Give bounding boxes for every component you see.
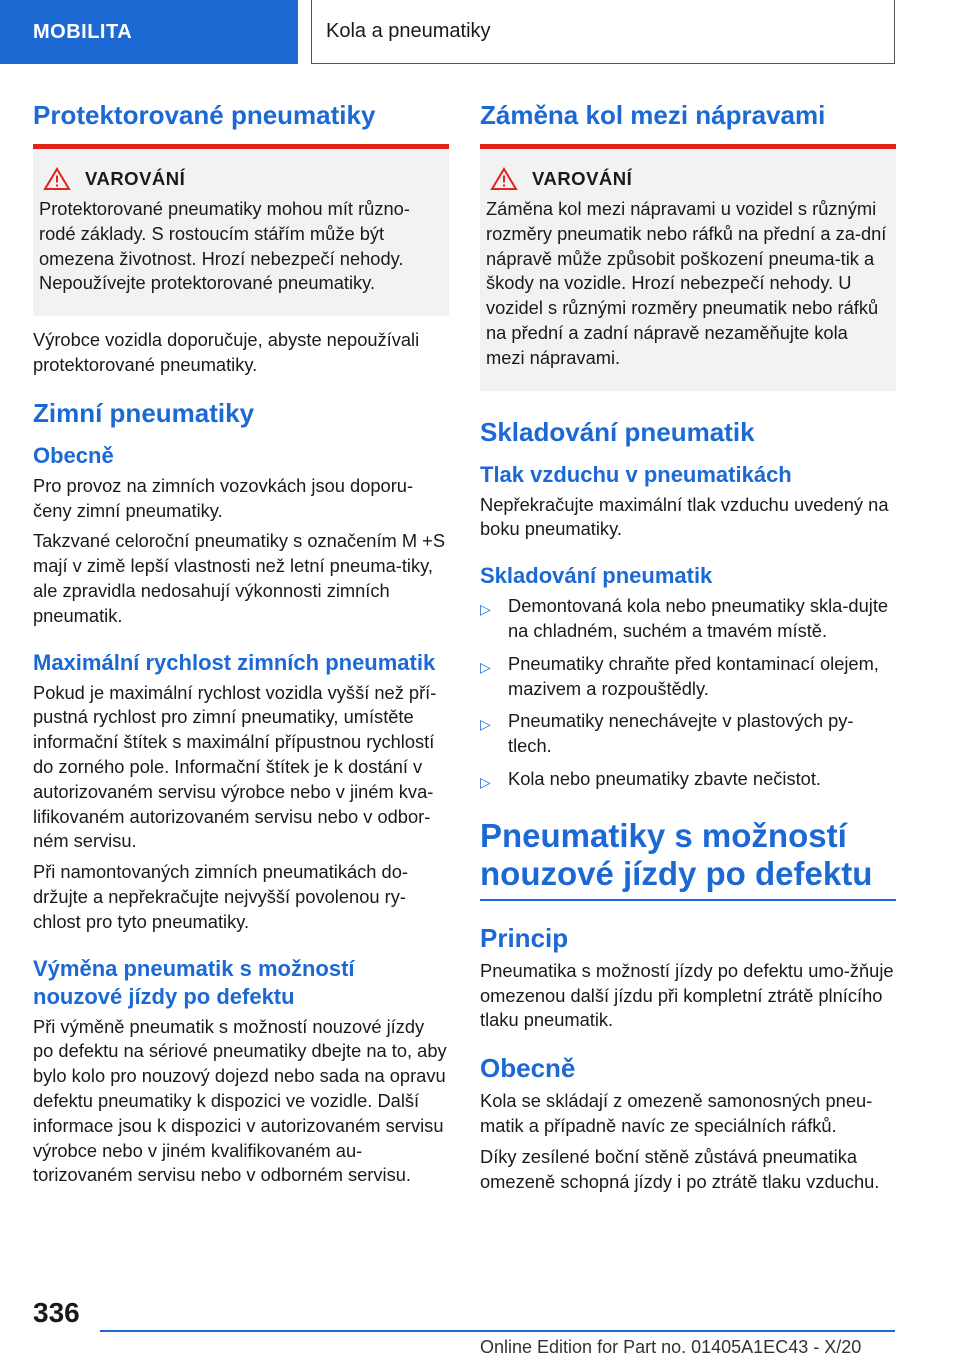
section-tab[interactable]: MOBILITA [0, 0, 298, 64]
paragraph: Takzvané celoroční pneumatiky s označením M +S mají v zimě lepší vlastnosti než letní pneuma-tiky, ale zpravidla nedosahují výkonnosti zimních pneumatik. [33, 530, 446, 626]
heading-runflat: Pneumatiky s možností nouzové jízdy po defektu [480, 816, 873, 892]
list-item: ▷ Pneumatiky chraňte před kontaminací olejem, mazivem a rozpouštědly. [480, 652, 896, 702]
subheading-runflat-replace: Výměna pneumatik s možností nouzové jízdy po defektu [33, 955, 355, 1009]
warning-text: Záměna kol mezi nápravami u vozidel s různými rozměry pneumatik nebo ráfků na přední a za-dní nápravě může způsobit poškození pneuma-tik a škody na vozidle. Hrozí nebezpečí nehody. U vozidel s různými rozměry pneumatik nebo ráfků na přední a zadní nápravě nezaměňujte kola mezi nápravami. [486, 198, 887, 368]
warning-title: VAROVÁNÍ [532, 168, 633, 189]
paragraph: Pokud je maximální rychlost vozidla vyšší než pří-pustná rychlost pro zimní pneumatiky, umístěte informační štítek s maximální přípustnou rychlostí do zorného pole. Informační štítek je k dostání v autorizovaném servisu výrobce nebo v jiném kva-lifikovaném autorizovaném servisu nebo v odbor-ném servisu. [33, 681, 437, 852]
subheading-max-speed: Maximální rychlost zimních pneumatik [33, 649, 436, 675]
subheading-storage: Skladování pneumatik [480, 563, 713, 589]
heading-retread: Protektorované pneumatiky [33, 100, 376, 130]
list-item: ▷ Kola nebo pneumatiky zbavte nečistot. [480, 767, 896, 795]
storage-list [480, 594, 896, 795]
heading-rule [480, 899, 896, 901]
warning-triangle-icon [490, 167, 518, 191]
subheading-general: Obecně [33, 442, 114, 468]
list-item: ▷ Pneumatiky nenechávejte v plastových py-tlech. [480, 709, 896, 759]
warning-box-retread [33, 144, 449, 316]
footer-rule [100, 1330, 895, 1332]
paragraph: Pneumatika s možností jízdy po defektu umo-žňuje omezenou další jízdu při kompletní ztrátě plnícího tlaku pneumatik. [480, 959, 894, 1031]
subheading-pressure: Tlak vzduchu v pneumatikách [480, 461, 792, 487]
paragraph: Výrobce vozidla doporučuje, abyste nepoužívali protektorované pneumatiky. [33, 329, 420, 375]
triangle-bullet-icon: ▷ [480, 773, 491, 790]
warning-text: Protektorované pneumatiky mohou mít různo-rodé základy. S rostoucím stářím může být omezena životnost. Hrozí nebezpečí nehody. Nepoužívejte protektorované pneumatiky. [39, 198, 410, 294]
warning-box-axle-swap [480, 144, 896, 391]
right-column [480, 98, 896, 1200]
triangle-bullet-icon: ▷ [480, 716, 491, 733]
heading-storage: Skladování pneumatik [480, 416, 755, 447]
warning-triangle-icon [43, 167, 71, 191]
heading-winter: Zimní pneumatiky [33, 397, 255, 428]
triangle-bullet-icon: ▷ [480, 601, 491, 618]
warning-title: VAROVÁNÍ [85, 168, 186, 189]
heading-general: Obecně [480, 1053, 576, 1084]
triangle-bullet-icon: ▷ [480, 658, 491, 675]
heading-principle: Princip [480, 922, 569, 953]
chapter-title: Kola a pneumatiky [311, 0, 895, 64]
paragraph: Při namontovaných zimních pneumatikách do-držujte a nepřekračujte nejvyšší povolenou ry-chlost pro tyto pneumatiky. [33, 861, 408, 932]
paragraph: Díky zesílené boční stěně zůstává pneumatika omezeně schopná jízdy i po ztrátě tlaku vzduchu. [480, 1145, 880, 1192]
paragraph: Pro provoz na zimních vozovkách jsou doporu-čeny zimní pneumatiky. [33, 474, 414, 521]
page-number: 336 [33, 1297, 80, 1328]
heading-axle-swap: Záměna kol mezi nápravami [480, 100, 826, 130]
paragraph: Kola se skládají z omezeně samonosných pneu-matik a případně navíc ze speciálních ráfků. [480, 1090, 873, 1136]
paragraph: Nepřekračujte maximální tlak vzduchu uvedený na boku pneumatiky. [480, 493, 889, 540]
edition-note: Online Edition for Part no. 01405A1EC43 - X/20 [480, 1337, 862, 1357]
left-column [33, 98, 449, 1194]
list-item: ▷ Demontovaná kola nebo pneumatiky skla-dujte na chladném, suchém a tmavém místě. [480, 594, 896, 644]
paragraph: Při výměně pneumatik s možností nouzové jízdy po defektu na sériové pneumatiky dbejte na to, aby bylo kolo pro nouzový dojezd nebo sada na opravu defektu pneumatiky k dispozici ve vozidle. Další informace jsou k dispozici v autorizovaném servisu výrobce nebo v jiném kvalifikovaném au-torizovaném servisu nebo v odborném servisu. [33, 1015, 447, 1186]
